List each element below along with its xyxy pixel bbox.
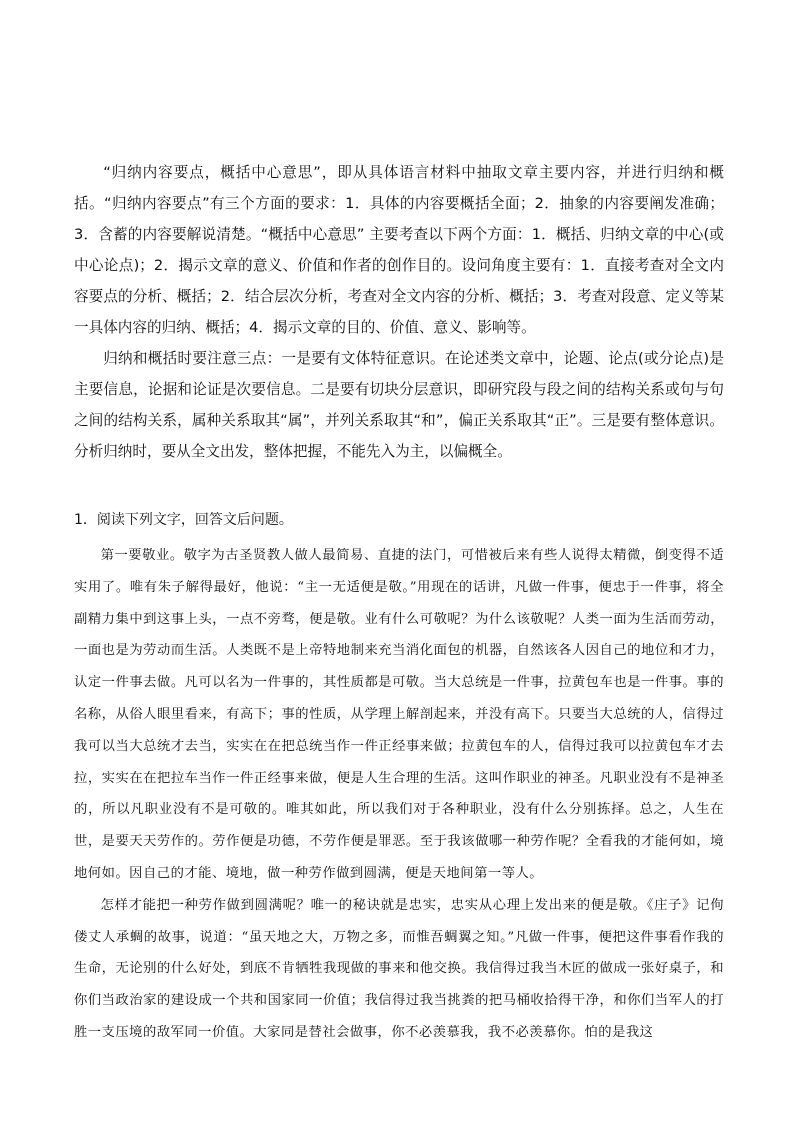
question-title: 1．阅读下列文字，回答文后问题。 <box>74 512 293 528</box>
intro-paragraph-notes: 归纳和概括时要注意三点：一是要有文体特征意识。在论述类文章中，论题、论点(或分论点)是主要信息，论据和论证是次要信息。二是要有切块分层意识，即研究段与段之间的结构关系或句与句之间的结构关系，属种关系取其“属”，并列关系取其“和”，偏正关系取其“正”。三是要有整体意识。分析归纳时，要从全文出发，整体把握，不能先入为主，以偏概全。 <box>74 350 724 460</box>
intro-section <box>74 157 724 467</box>
reading-passage <box>74 540 724 1049</box>
passage-paragraph-1: 第一要敬业。敬字为古圣贤教人做人最简易、直捷的法门，可惜被后来有些人说得太精微，倒变得不适实用了。唯有朱子解得最好，他说：“主一无适便是敬。”用现在的话讲，凡做一件事，便忠于一件事，将全副精力集中到这事上头，一点不旁骛，便是敬。业有什么可敬呢？为什么该敬呢？人类一面为生活而劳动，一面也是为劳动而生活。人类既不是上帝特地制来充当消化面包的机器，自然该各人因自己的地位和才力，认定一件事去做。凡可以名为一件事的，其性质都是可敬。当大总统是一件事，拉黄包车也是一件事。事的名称，从俗人眼里看来，有高下；事的性质，从学理上解剖起来，并没有高下。只要当大总统的人，信得过我可以当大总统才去当，实实在在把总统当作一件正经事来做；拉黄包车的人，信得过我可以拉黄包车才去拉，实实在在把拉车当作一件正经事来做，便是人生合理的生活。这叫作职业的神圣。凡职业没有不是神圣的，所以凡职业没有不是可敬的。唯其如此，所以我们对于各种职业，没有什么分别拣择。总之，人生在世，是要天天劳作的。劳作便是功德，不劳作便是罪恶。至于我该做哪一种劳作呢？全看我的才能何如，境地何如。因自己的才能、境地，做一种劳作做到圆满，便是天地间第一等人。 <box>74 548 724 881</box>
passage-paragraph-2: 怎样才能把一种劳作做到圆满呢？唯一的秘诀就是忠实，忠实从心理上发出来的便是敬。《庄子》记佝偻丈人承蜩的故事，说道：“虽天地之大，万物之多，而惟吾蜩翼之知。”凡做一件事，便把这件事看作我的生命，无论别的什么好处，到底不肯牺牲我现做的事来和他交换。我信得过我当木匠的做成一张好桌子，和你们当政治家的建设成一个共和国家同一价值；我信得过我当挑粪的把马桶收拾得干净，和你们当军人的打胜一支压境的敌军同一价值。大家同是替社会做事，你不必羡慕我，我不必羡慕你。怕的是我这 <box>74 897 724 1040</box>
intro-paragraph-requirements: “归纳内容要点，概括中心意思”，即从具体语言材料中抽取文章主要内容，并进行归纳和概括。“归纳内容要点”有三个方面的要求：1．具体的内容要概括全面；2．抽象的内容要阐发准确；3．含蓄的内容要解说清楚。“概括中心意思” 主要考查以下两个方面：1．概括、归纳文章的中心(或中心论点)；2．揭示文章的意义、价值和作者的创作目的。设问角度主要有：1．直接考查对全文内容要点的分析、概括；2．结合层次分析，考查对全文内容的分析、概括；3．考查对段意、定义等某一具体内容的归纳、概括；4．揭示文章的目的、价值、意义、影响等。 <box>74 164 724 336</box>
